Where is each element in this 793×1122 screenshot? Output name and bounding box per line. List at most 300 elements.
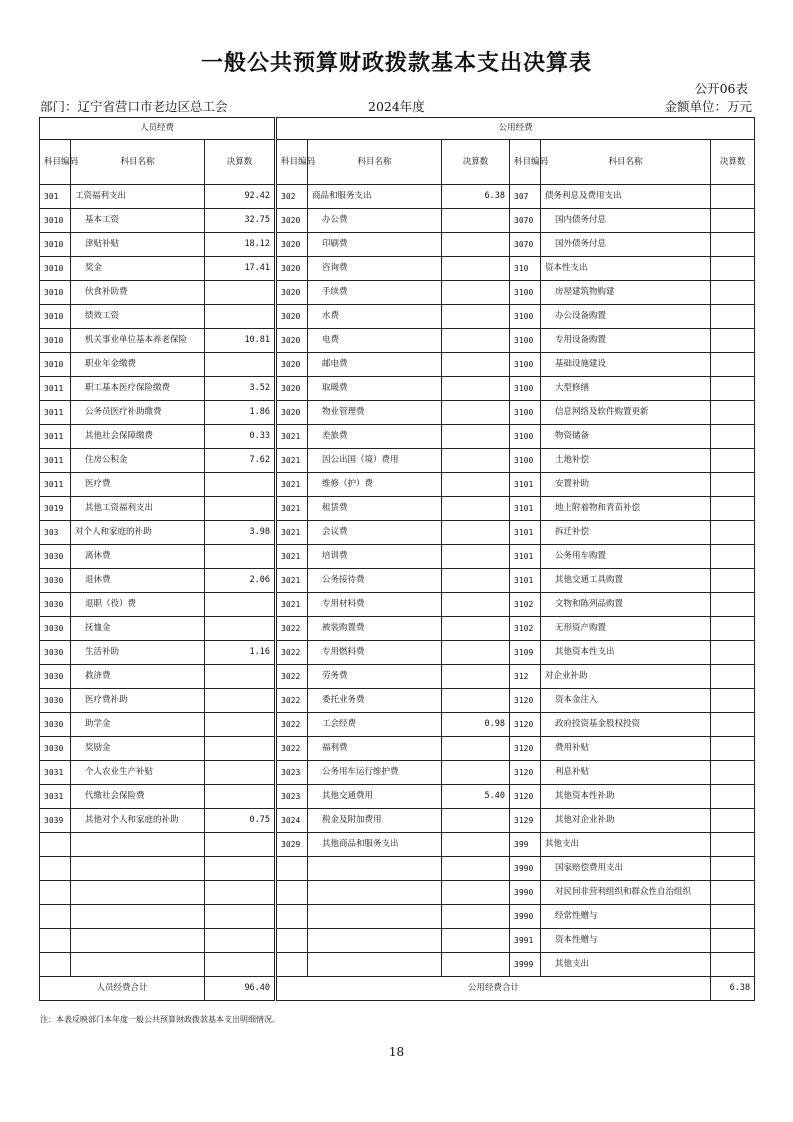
table-row <box>40 953 755 977</box>
other-name: 资本金注入 <box>541 689 711 713</box>
page-number: 18 <box>388 1045 405 1059</box>
personnel-name: 工资福利支出 <box>71 185 205 209</box>
personnel-amount <box>205 713 275 737</box>
goods-name <box>308 929 442 953</box>
other-amount <box>711 809 755 833</box>
header-name: 科目名称 <box>541 140 711 185</box>
personnel-name: 代缴社会保险费 <box>71 785 205 809</box>
other-amount <box>711 281 755 305</box>
personnel-amount: 7.62 <box>205 449 275 473</box>
other-name: 国家赔偿费用支出 <box>541 857 711 881</box>
other-amount <box>711 449 755 473</box>
goods-name: 会议费 <box>308 521 442 545</box>
personnel-code <box>40 953 71 977</box>
goods-amount <box>442 353 510 377</box>
page-title: 一般公共预算财政拨款基本支出决算表 <box>200 51 592 76</box>
personnel-amount <box>205 617 275 641</box>
personnel-amount <box>205 857 275 881</box>
goods-amount <box>442 953 510 977</box>
other-code: 3100 <box>510 377 541 401</box>
goods-code: 3020 <box>277 305 308 329</box>
other-name: 安置补助 <box>541 473 711 497</box>
personnel-code <box>40 929 71 953</box>
goods-name: 手续费 <box>308 281 442 305</box>
personnel-name: 住房公积金 <box>71 449 205 473</box>
personnel-code: 3011 <box>40 425 71 449</box>
personnel-amount <box>205 281 275 305</box>
goods-name: 专用材料费 <box>308 593 442 617</box>
goods-code: 3029 <box>277 833 308 857</box>
table-row <box>40 665 755 689</box>
goods-name <box>308 857 442 881</box>
other-name: 资本性赠与 <box>541 929 711 953</box>
personnel-amount: 17.41 <box>205 257 275 281</box>
personnel-name <box>71 857 205 881</box>
personnel-code: 3039 <box>40 809 71 833</box>
goods-code <box>277 929 308 953</box>
goods-amount <box>442 857 510 881</box>
other-name: 经常性赠与 <box>541 905 711 929</box>
personnel-name: 公务员医疗补助缴费 <box>71 401 205 425</box>
other-name: 其他交通工具购置 <box>541 569 711 593</box>
goods-code: 3022 <box>277 737 308 761</box>
header-name: 科目名称 <box>71 140 205 185</box>
other-name: 文物和陈列品购置 <box>541 593 711 617</box>
goods-amount <box>442 425 510 449</box>
personnel-name: 奖励金 <box>71 737 205 761</box>
goods-name: 电费 <box>308 329 442 353</box>
personnel-code: 3011 <box>40 377 71 401</box>
goods-name: 咨询费 <box>308 257 442 281</box>
personnel-code: 3030 <box>40 545 71 569</box>
other-amount <box>711 233 755 257</box>
goods-code: 3020 <box>277 281 308 305</box>
personnel-amount: 10.81 <box>205 329 275 353</box>
personnel-amount <box>205 545 275 569</box>
other-code: 3120 <box>510 713 541 737</box>
other-name: 无形资产购置 <box>541 617 711 641</box>
other-amount <box>711 761 755 785</box>
section-personnel: 人员经费 <box>40 118 275 140</box>
goods-amount <box>442 497 510 521</box>
goods-amount <box>442 617 510 641</box>
personnel-name: 对个人和家庭的补助 <box>71 521 205 545</box>
table-row <box>40 905 755 929</box>
goods-code: 3021 <box>277 521 308 545</box>
year-label: 2024年度 <box>368 99 425 114</box>
other-code: 3100 <box>510 449 541 473</box>
personnel-code <box>40 905 71 929</box>
personnel-name: 其他对个人和家庭的补助 <box>71 809 205 833</box>
goods-code: 3023 <box>277 785 308 809</box>
other-name: 信息网络及软件购置更新 <box>541 401 711 425</box>
other-amount <box>711 257 755 281</box>
other-name: 拆迁补偿 <box>541 521 711 545</box>
table-row <box>40 545 755 569</box>
other-code: 3102 <box>510 617 541 641</box>
other-amount <box>711 881 755 905</box>
other-code: 399 <box>510 833 541 857</box>
column-header-row <box>40 140 755 185</box>
personnel-name: 个人农业生产补贴 <box>71 761 205 785</box>
other-name: 费用补贴 <box>541 737 711 761</box>
goods-name: 工会经费 <box>308 713 442 737</box>
personnel-name: 抚恤金 <box>71 617 205 641</box>
personnel-amount <box>205 833 275 857</box>
personnel-code <box>40 881 71 905</box>
table-row <box>40 401 755 425</box>
totals-row <box>40 977 755 1001</box>
other-code: 3101 <box>510 569 541 593</box>
other-amount <box>711 713 755 737</box>
table-row <box>40 377 755 401</box>
meta-line <box>40 97 752 115</box>
goods-code: 3021 <box>277 593 308 617</box>
table-row <box>40 521 755 545</box>
goods-amount <box>442 257 510 281</box>
personnel-name <box>71 881 205 905</box>
goods-code: 3021 <box>277 497 308 521</box>
personnel-code: 3010 <box>40 209 71 233</box>
personnel-code <box>40 833 71 857</box>
other-amount <box>711 401 755 425</box>
goods-name: 福利费 <box>308 737 442 761</box>
other-code: 310 <box>510 257 541 281</box>
other-amount <box>711 641 755 665</box>
personnel-name: 医疗费 <box>71 473 205 497</box>
personnel-code: 3030 <box>40 617 71 641</box>
other-name: 政府投资基金股权投资 <box>541 713 711 737</box>
goods-amount <box>442 833 510 857</box>
other-code: 3120 <box>510 761 541 785</box>
other-name: 其他支出 <box>541 953 711 977</box>
other-code: 3120 <box>510 737 541 761</box>
other-code: 3120 <box>510 785 541 809</box>
table-row <box>40 185 755 209</box>
table-row <box>40 881 755 905</box>
goods-code: 3020 <box>277 401 308 425</box>
goods-name <box>308 953 442 977</box>
personnel-amount: 92.42 <box>205 185 275 209</box>
personnel-amount <box>205 929 275 953</box>
personnel-code: 3031 <box>40 785 71 809</box>
goods-amount <box>442 593 510 617</box>
other-code: 3070 <box>510 209 541 233</box>
table-row <box>40 257 755 281</box>
other-amount <box>711 329 755 353</box>
other-code: 3101 <box>510 521 541 545</box>
personnel-code: 3030 <box>40 593 71 617</box>
goods-name: 差旅费 <box>308 425 442 449</box>
personnel-name: 生活补助 <box>71 641 205 665</box>
unit-label: 金额单位：万元 <box>664 99 752 114</box>
other-code: 3991 <box>510 929 541 953</box>
personnel-name: 基本工资 <box>71 209 205 233</box>
personnel-code: 3030 <box>40 641 71 665</box>
table-row <box>40 737 755 761</box>
other-amount <box>711 785 755 809</box>
section-header-row <box>40 118 755 140</box>
goods-code: 3022 <box>277 641 308 665</box>
other-amount <box>711 209 755 233</box>
other-code: 312 <box>510 665 541 689</box>
goods-code: 3023 <box>277 761 308 785</box>
other-name: 地上附着物和青苗补偿 <box>541 497 711 521</box>
other-amount <box>711 473 755 497</box>
other-name: 资本性支出 <box>541 257 711 281</box>
personnel-name: 职工基本医疗保险缴费 <box>71 377 205 401</box>
other-name: 对民间非营利组织和群众性自治组织 <box>541 881 711 905</box>
goods-amount <box>442 641 510 665</box>
other-code: 3070 <box>510 233 541 257</box>
other-amount <box>711 353 755 377</box>
section-public: 公用经费 <box>277 118 755 140</box>
table-row <box>40 641 755 665</box>
other-code: 3100 <box>510 425 541 449</box>
personnel-name: 助学金 <box>71 713 205 737</box>
header-amount: 决算数 <box>205 140 275 185</box>
other-name: 利息补贴 <box>541 761 711 785</box>
table-row <box>40 353 755 377</box>
personnel-name: 其他工资福利支出 <box>71 497 205 521</box>
personnel-code: 303 <box>40 521 71 545</box>
personnel-amount <box>205 353 275 377</box>
personnel-name: 其他社会保障缴费 <box>71 425 205 449</box>
goods-amount <box>442 737 510 761</box>
goods-amount <box>442 761 510 785</box>
table-row <box>40 569 755 593</box>
goods-code <box>277 857 308 881</box>
goods-name: 委托业务费 <box>308 689 442 713</box>
goods-name: 劳务费 <box>308 665 442 689</box>
goods-code <box>277 881 308 905</box>
goods-name: 因公出国（境）费用 <box>308 449 442 473</box>
personnel-code: 3010 <box>40 233 71 257</box>
other-amount <box>711 617 755 641</box>
goods-amount <box>442 545 510 569</box>
goods-amount: 6.38 <box>442 185 510 209</box>
other-amount <box>711 185 755 209</box>
other-code: 3102 <box>510 593 541 617</box>
other-amount <box>711 545 755 569</box>
goods-amount <box>442 569 510 593</box>
other-name: 基础设施建设 <box>541 353 711 377</box>
personnel-amount <box>205 905 275 929</box>
other-name: 房屋建筑物购建 <box>541 281 711 305</box>
goods-amount <box>442 401 510 425</box>
goods-name: 公务用车运行维护费 <box>308 761 442 785</box>
other-amount <box>711 593 755 617</box>
goods-amount <box>442 809 510 833</box>
public-total-value: 6.38 <box>711 977 755 1001</box>
goods-name <box>308 881 442 905</box>
table-row <box>40 593 755 617</box>
table-row <box>40 473 755 497</box>
personnel-name: 奖金 <box>71 257 205 281</box>
personnel-code: 3031 <box>40 761 71 785</box>
goods-code: 3021 <box>277 425 308 449</box>
other-name: 办公设备购置 <box>541 305 711 329</box>
header-amount: 决算数 <box>711 140 755 185</box>
personnel-code <box>40 857 71 881</box>
personnel-name: 退休费 <box>71 569 205 593</box>
other-code: 3101 <box>510 473 541 497</box>
other-amount <box>711 305 755 329</box>
other-amount <box>711 665 755 689</box>
personnel-name <box>71 929 205 953</box>
table-note: 注：本表反映部门本年度一般公共预算财政拨款基本支出明细情况。 <box>40 1015 280 1024</box>
goods-code: 3022 <box>277 689 308 713</box>
personnel-name <box>71 953 205 977</box>
other-code: 3990 <box>510 881 541 905</box>
table-row <box>40 329 755 353</box>
other-code: 3990 <box>510 905 541 929</box>
personnel-total-label: 人员经费合计 <box>40 977 205 1001</box>
goods-name: 被装购置费 <box>308 617 442 641</box>
personnel-amount <box>205 473 275 497</box>
personnel-name <box>71 905 205 929</box>
other-code: 3100 <box>510 329 541 353</box>
goods-name: 办公费 <box>308 209 442 233</box>
personnel-amount <box>205 953 275 977</box>
personnel-amount: 0.75 <box>205 809 275 833</box>
table-row <box>40 713 755 737</box>
form-number: 公开06表 <box>694 81 748 96</box>
other-code: 3990 <box>510 857 541 881</box>
other-code: 3100 <box>510 305 541 329</box>
other-name: 对企业补助 <box>541 665 711 689</box>
table-row <box>40 233 755 257</box>
goods-amount <box>442 281 510 305</box>
other-name: 大型修缮 <box>541 377 711 401</box>
personnel-name: 离休费 <box>71 545 205 569</box>
other-name: 物资储备 <box>541 425 711 449</box>
other-amount <box>711 833 755 857</box>
personnel-name: 伙食补助费 <box>71 281 205 305</box>
personnel-amount <box>205 761 275 785</box>
personnel-amount <box>205 689 275 713</box>
table-row <box>40 785 755 809</box>
other-code: 3100 <box>510 281 541 305</box>
other-code: 3100 <box>510 353 541 377</box>
expenditure-table <box>39 117 755 1001</box>
personnel-name: 救济费 <box>71 665 205 689</box>
personnel-amount: 1.16 <box>205 641 275 665</box>
goods-amount <box>442 665 510 689</box>
goods-amount <box>442 905 510 929</box>
other-code: 3109 <box>510 641 541 665</box>
table-row <box>40 449 755 473</box>
other-amount <box>711 569 755 593</box>
goods-code: 3021 <box>277 449 308 473</box>
other-name: 专用设备购置 <box>541 329 711 353</box>
goods-name: 水费 <box>308 305 442 329</box>
goods-amount <box>442 929 510 953</box>
goods-name: 印刷费 <box>308 233 442 257</box>
other-name: 公务用车购置 <box>541 545 711 569</box>
goods-name: 培训费 <box>308 545 442 569</box>
other-amount <box>711 425 755 449</box>
table-row <box>40 281 755 305</box>
personnel-code: 3030 <box>40 737 71 761</box>
goods-code: 302 <box>277 185 308 209</box>
goods-amount: 5.40 <box>442 785 510 809</box>
personnel-code: 3011 <box>40 401 71 425</box>
goods-code: 3021 <box>277 545 308 569</box>
personnel-amount: 1.86 <box>205 401 275 425</box>
other-amount <box>711 689 755 713</box>
personnel-amount <box>205 305 275 329</box>
other-code: 307 <box>510 185 541 209</box>
personnel-code: 3030 <box>40 665 71 689</box>
goods-code: 3020 <box>277 233 308 257</box>
public-total-label: 公用经费合计 <box>277 977 711 1001</box>
goods-name <box>308 905 442 929</box>
personnel-code: 3011 <box>40 473 71 497</box>
header-amount: 决算数 <box>442 140 510 185</box>
goods-code: 3020 <box>277 209 308 233</box>
goods-name: 租赁费 <box>308 497 442 521</box>
personnel-amount: 3.98 <box>205 521 275 545</box>
goods-amount <box>442 377 510 401</box>
personnel-amount <box>205 593 275 617</box>
other-code: 3120 <box>510 689 541 713</box>
goods-code: 3021 <box>277 473 308 497</box>
goods-code: 3020 <box>277 377 308 401</box>
other-name: 国内债务付息 <box>541 209 711 233</box>
goods-amount <box>442 881 510 905</box>
other-name: 国外债务付息 <box>541 233 711 257</box>
header-code: 科目编码 <box>277 140 308 185</box>
personnel-amount: 18.12 <box>205 233 275 257</box>
goods-name: 其他商品和服务支出 <box>308 833 442 857</box>
goods-name: 税金及附加费用 <box>308 809 442 833</box>
personnel-name: 退职（役）费 <box>71 593 205 617</box>
goods-code: 3022 <box>277 713 308 737</box>
goods-amount <box>442 449 510 473</box>
table-row <box>40 857 755 881</box>
table-row <box>40 833 755 857</box>
table-row <box>40 209 755 233</box>
personnel-code: 3011 <box>40 449 71 473</box>
other-name: 债务利息及费用支出 <box>541 185 711 209</box>
goods-amount <box>442 521 510 545</box>
goods-code <box>277 953 308 977</box>
personnel-code: 3010 <box>40 329 71 353</box>
other-amount <box>711 497 755 521</box>
other-name: 土地补偿 <box>541 449 711 473</box>
other-amount <box>711 905 755 929</box>
goods-name: 专用燃料费 <box>308 641 442 665</box>
table-row <box>40 929 755 953</box>
other-name: 其他资本性支出 <box>541 641 711 665</box>
header-code: 科目编码 <box>40 140 71 185</box>
personnel-total-value: 96.40 <box>205 977 275 1001</box>
goods-name: 商品和服务支出 <box>308 185 442 209</box>
personnel-code: 3019 <box>40 497 71 521</box>
table-row <box>40 617 755 641</box>
personnel-name: 绩效工资 <box>71 305 205 329</box>
table-row <box>40 305 755 329</box>
personnel-code: 3010 <box>40 353 71 377</box>
other-code: 3101 <box>510 545 541 569</box>
personnel-amount: 0.33 <box>205 425 275 449</box>
personnel-amount <box>205 737 275 761</box>
goods-name: 邮电费 <box>308 353 442 377</box>
personnel-code: 3010 <box>40 257 71 281</box>
goods-amount <box>442 689 510 713</box>
goods-name: 维修（护）费 <box>308 473 442 497</box>
